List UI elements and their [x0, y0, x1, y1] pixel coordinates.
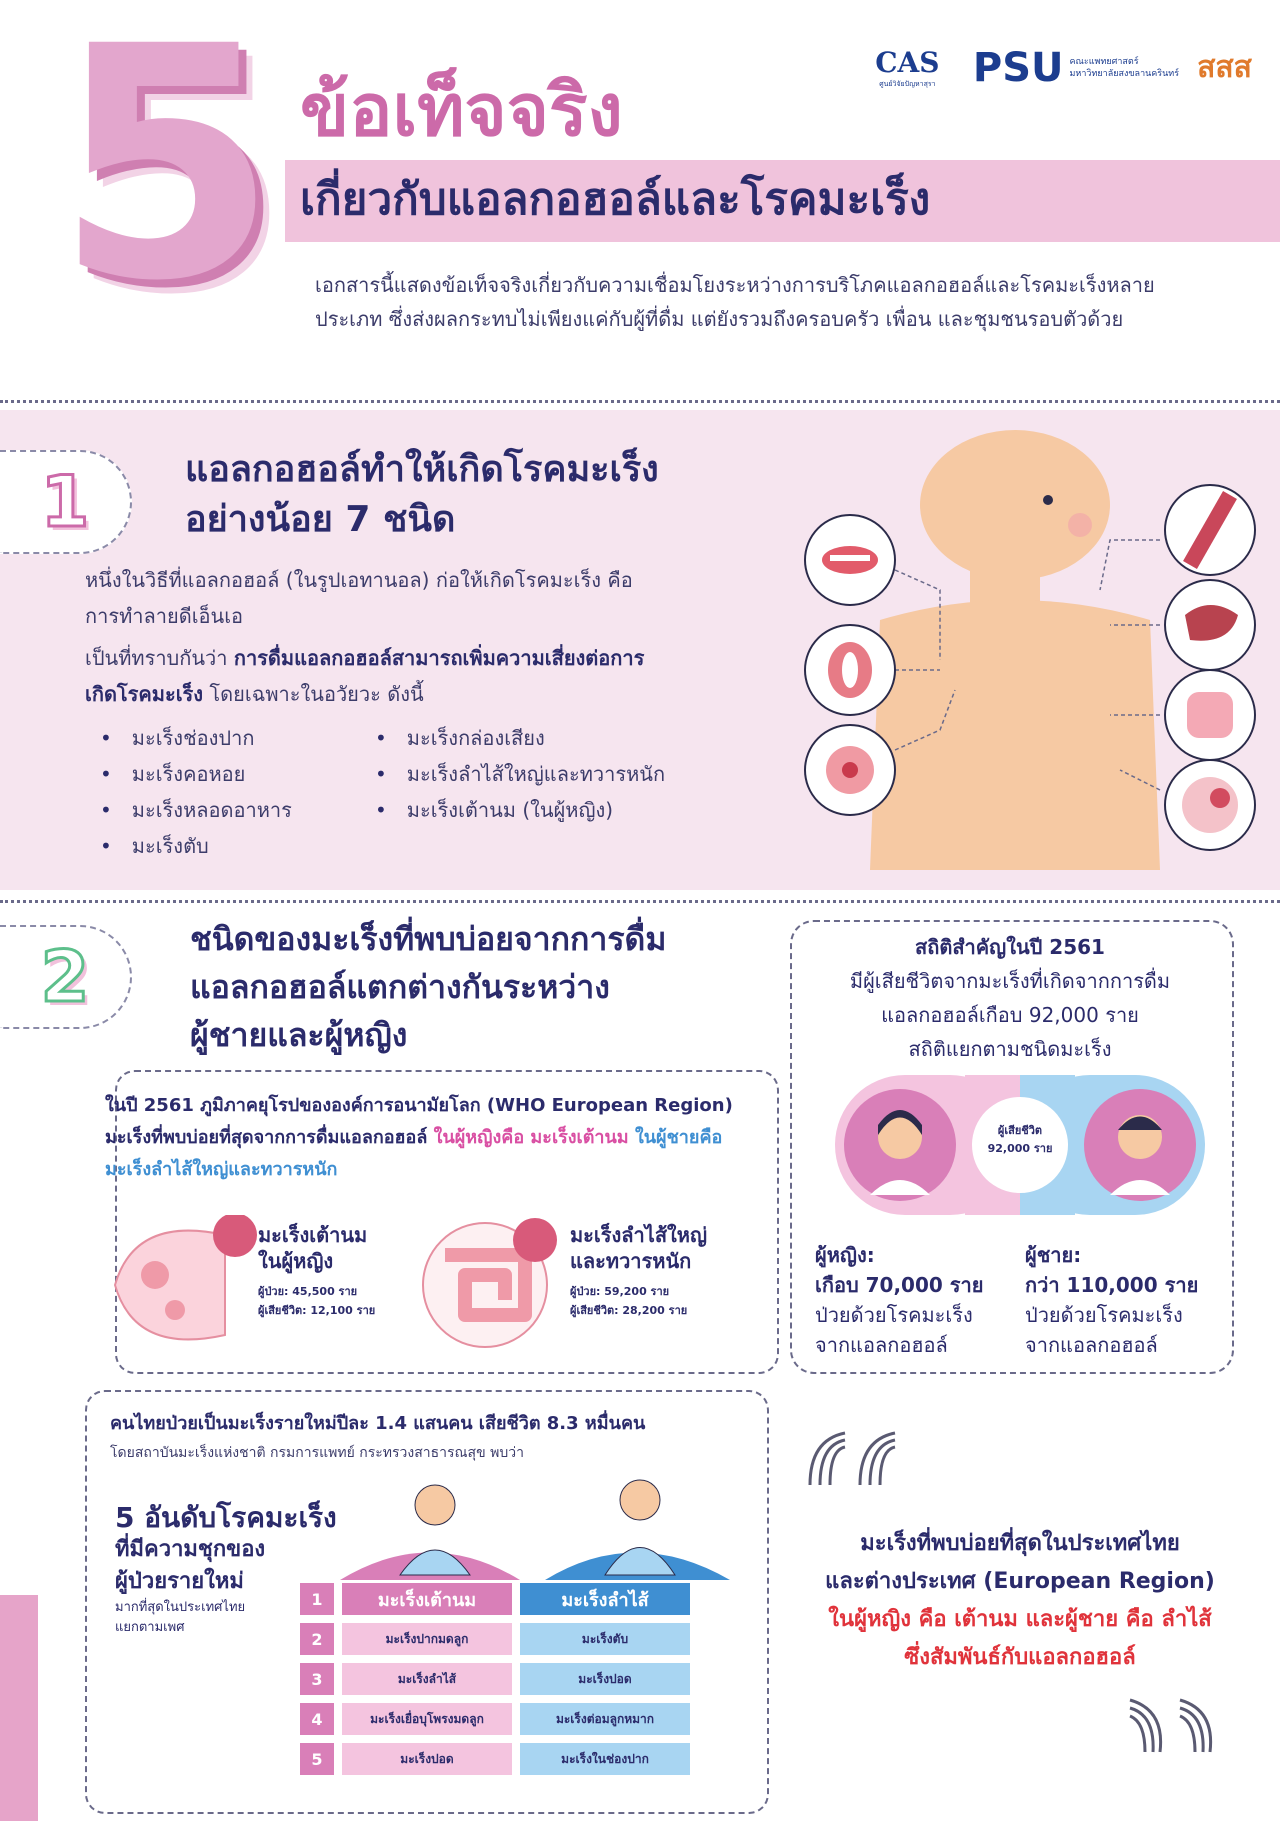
page-subtitle: เกี่ยวกับแอลกอฮอล์และโรคมะเร็ง	[300, 174, 931, 225]
psu-logo: PSU คณะแพทยศาสตร์ มหาวิทยาลัยสงขลานครินทร์	[972, 44, 1180, 91]
breast-tissue-icon	[105, 1215, 265, 1355]
side-accent-bar	[0, 1595, 38, 1821]
section1-para1: หนึ่งในวิธีที่แอลกอฮอล์ (ในรูปเอทานอล) ก่อให้เกิดโรคมะเร็ง คือ การทำลายดีเอ็นเอ	[85, 568, 633, 628]
section2-number-badge: 2	[0, 925, 132, 1029]
big-number-5: 5	[55, 0, 268, 351]
table-row: 2 มะเร็งปากมดลูก มะเร็งตับ	[300, 1623, 750, 1655]
list-item: • มะเร็งลำไส้ใหญ่และทวารหนัก	[375, 756, 665, 792]
women-stat: ผู้หญิง: เกือบ 70,000 ราย ป่วยด้วยโรคมะเร็ง จากแอลกอฮอล์	[815, 1243, 984, 1357]
list-item: • มะเร็งช่องปาก	[100, 720, 292, 756]
list-item: • มะเร็งกล่องเสียง	[375, 720, 665, 756]
divider	[0, 900, 1280, 903]
deaths-center-label: ผู้เสียชีวิต 92,000 ราย	[987, 1124, 1053, 1155]
section1-number-badge: 1	[0, 450, 132, 554]
logo-group	[860, 35, 1252, 100]
list-item: • มะเร็งหลอดอาหาร	[100, 792, 292, 828]
men-stat: ผู้ชาย: กว่า 110,000 ราย ป่วยด้วยโรคมะเร็ง จากแอลกอฮอล์	[1025, 1243, 1199, 1357]
list-item: • มะเร็งคอหอย	[100, 756, 292, 792]
thailand-source: โดยสถาบันมะเร็งแห่งชาติ กรมการแพทย์ กระทรวงสาธารณสุข พบว่า	[110, 1445, 524, 1461]
breast-cancer-stat: มะเร็งเต้านม ในผู้หญิง ผู้ป่วย: 45,500 ราย ผู้เสียชีวิต: 12,100 ราย	[258, 1223, 376, 1317]
sss-logo: สสส	[1197, 50, 1252, 85]
body-organs-illustration	[790, 430, 1270, 880]
rank-title: 5 อันดับโรคมะเร็ง ที่มีความชุกของ ผู้ป่วยรายใหม่ มากที่สุดในประเทศไทย แยกตามเพศ	[115, 1501, 337, 1635]
page-title: ข้อเท็จจริง	[300, 68, 623, 152]
people-illustration	[340, 1465, 750, 1580]
who-europe-text: ในปี 2561 ภูมิภาคยุโรปขององค์การอนามัยโลก (WHO European Region) มะเร็งที่พบบ่อยที่สุดจากการดื่มแอลกอฮอล์ ในผู้หญิงคือ มะเร็งเต้านม ในผู้ชายคือ มะเร็งลำไส้ใหญ่และทวารหนัก	[105, 1095, 733, 1180]
bullet-list-left	[100, 720, 292, 864]
cas-logo: CAS ศูนย์วิจัยปัญหาสุรา	[875, 45, 940, 88]
section2-heading: ชนิดของมะเร็งที่พบบ่อยจากการดื่ม แอลกอฮอล์แตกต่างกันระหว่าง ผู้ชายและผู้หญิง	[190, 920, 667, 1054]
bullet-list-right	[375, 720, 665, 828]
colon-cancer-stat: มะเร็งลำไส้ใหญ่ และทวารหนัก ผู้ป่วย: 59,200 ราย ผู้เสียชีวิต: 28,200 ราย	[570, 1223, 708, 1317]
table-row: 3 มะเร็งลำไส้ มะเร็งปอด	[300, 1663, 750, 1695]
body-silhouette	[870, 430, 1160, 870]
list-item: • มะเร็งเต้านม (ในผู้หญิง)	[375, 792, 665, 828]
colon-icon	[415, 1215, 575, 1355]
table-row: 4 มะเร็งเยื่อบุโพรงมดลูก มะเร็งต่อมลูกหมาก	[300, 1703, 750, 1735]
stats-header: สถิติสำคัญในปี 2561 มีผู้เสียชีวิตจากมะเร็งที่เกิดจากการดื่ม แอลกอฮอล์เกือบ 92,000 ราย สถิติแยกตามชนิดมะเร็ง	[849, 935, 1171, 1061]
rank-table	[300, 1583, 750, 1775]
list-item: • มะเร็งตับ	[100, 828, 292, 864]
table-row: 1 มะเร็งเต้านม มะเร็งลำไส้	[300, 1583, 750, 1615]
quote-text: มะเร็งที่พบบ่อยที่สุดในประเทศไทย และต่างประเทศ (European Region) ในผู้หญิง คือ เต้านม และผู้ชาย คือ ลำไส้ ซึ่งสัมพันธ์กับแอลกอฮอล์	[825, 1531, 1215, 1670]
section1-heading: แอลกอฮอล์ทำให้เกิดโรคมะเร็ง อย่างน้อย 7 ชนิด	[185, 449, 659, 540]
close-quote-icon	[1115, 1690, 1225, 1760]
divider	[0, 400, 1280, 403]
intro-text: เอกสารนี้แสดงข้อเท็จจริงเกี่ยวกับความเชื่อมโยงระหว่างการบริโภคแอลกอฮอล์และโรคมะเร็งหลายประเภท ซึ่งส่งผลกระทบไม่เพียงแค่กับผู้ที่ดื่ม แต่ยังรวมถึงครอบครัว เพื่อน และชุมชนรอบตัวด้วย	[315, 273, 1155, 331]
table-row: 5 มะเร็งปอด มะเร็งในช่องปาก	[300, 1743, 750, 1775]
section1-para2: เป็นที่ทราบกันว่า การดื่มแอลกอฮอล์สามารถเพิ่มความเสี่ยงต่อการเกิดโรคมะเร็ง โดยเฉพาะในอวัยวะ ดังนี้	[85, 646, 645, 706]
thailand-headline: คนไทยป่วยเป็นมะเร็งรายใหม่ปีละ 1.4 แสนคน เสียชีวิต 8.3 หมื่นคน	[110, 1413, 646, 1434]
open-quote-icon	[800, 1425, 910, 1495]
